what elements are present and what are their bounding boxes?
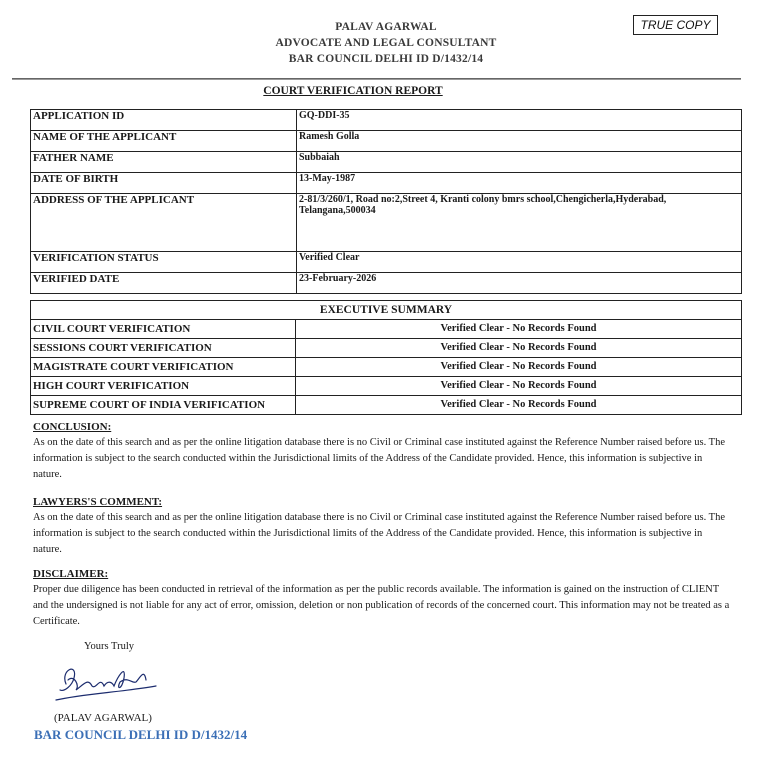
- applicant-details-table: [30, 109, 742, 294]
- detail-value: GQ-DDI-35: [297, 110, 742, 131]
- header-divider: [12, 78, 741, 80]
- table-row: [31, 173, 742, 194]
- detail-label: APPLICATION ID: [31, 110, 297, 131]
- table-row: [31, 152, 742, 173]
- letterhead: [0, 19, 772, 67]
- conclusion-text: As on the date of this search and as per the online litigation database there is no Civil or Criminal case instituted against the Reference Number raised before us. The information is subject to the search conducted within the Jurisdictional limits of the Address of the Candidate provided. Hence, this information is subjective in nature.: [33, 437, 726, 480]
- detail-value: 23-February-2026: [297, 273, 742, 294]
- signature-image: [52, 656, 162, 708]
- signatory-name: (PALAV AGARWAL): [54, 712, 152, 724]
- disclaimer-section: [33, 566, 733, 630]
- detail-label: DATE OF BIRTH: [31, 173, 297, 194]
- table-row: [31, 273, 742, 294]
- lawyers-comment-section: [33, 494, 733, 558]
- table-row: [31, 194, 742, 252]
- summary-label: SESSIONS COURT VERIFICATION: [31, 339, 296, 358]
- detail-label: ADDRESS OF THE APPLICANT: [31, 194, 297, 252]
- summary-label: MAGISTRATE COURT VERIFICATION: [31, 358, 296, 377]
- advocate-name: PALAV AGARWAL: [335, 21, 437, 33]
- closing-text: Yours Truly: [84, 641, 135, 652]
- advocate-role: ADVOCATE AND LEGAL CONSULTANT: [275, 37, 497, 49]
- table-row: [31, 131, 742, 152]
- detail-value: Subbaiah: [297, 152, 742, 173]
- detail-value: Ramesh Golla: [297, 131, 742, 152]
- summary-label: SUPREME COURT OF INDIA VERIFICATION: [31, 396, 296, 415]
- detail-label: VERIFICATION STATUS: [31, 252, 297, 273]
- footer-bar-council-id: BAR COUNCIL DELHI ID D/1432/14: [34, 727, 248, 742]
- table-row: [31, 358, 742, 377]
- summary-label: CIVIL COURT VERIFICATION: [31, 320, 296, 339]
- bar-council-id: BAR COUNCIL DELHI ID D/1432/14: [288, 53, 484, 65]
- table-row: [31, 320, 742, 339]
- table-row: [31, 252, 742, 273]
- detail-label: NAME OF THE APPLICANT: [31, 131, 297, 152]
- table-row: [31, 110, 742, 131]
- true-copy-stamp: TRUE COPY: [633, 15, 718, 35]
- report-title: COURT VERIFICATION REPORT: [263, 85, 443, 97]
- table-row: [31, 377, 742, 396]
- comment-text: As on the date of this search and as per the online litigation database there is no Civil or Criminal case instituted against the Reference Number raised before us. The information is subject to the search conducted within the Jurisdictional limits of the Address of the Candidate provided. Hence, this information is subjective in nature.: [33, 512, 726, 555]
- disclaimer-heading: DISCLAIMER:: [33, 568, 109, 580]
- summary-title: EXECUTIVE SUMMARY: [31, 301, 742, 320]
- executive-summary-table: [30, 300, 742, 415]
- detail-value: Verified Clear: [297, 252, 742, 273]
- table-row: [31, 396, 742, 415]
- summary-value: Verified Clear - No Records Found: [296, 377, 742, 396]
- conclusion-section: [33, 419, 733, 483]
- summary-label: HIGH COURT VERIFICATION: [31, 377, 296, 396]
- comment-heading: LAWYERS'S COMMENT:: [33, 496, 163, 508]
- detail-label: FATHER NAME: [31, 152, 297, 173]
- detail-value: 13-May-1987: [297, 173, 742, 194]
- table-row: [31, 301, 742, 320]
- table-row: [31, 339, 742, 358]
- conclusion-heading: CONCLUSION:: [33, 421, 112, 433]
- summary-value: Verified Clear - No Records Found: [296, 358, 742, 377]
- detail-value: 2-81/3/260/1, Road no:2,Street 4, Kranti colony bmrs school,Chengicherla,Hyderabad, Telangana,500034: [297, 194, 742, 252]
- summary-value: Verified Clear - No Records Found: [296, 320, 742, 339]
- summary-value: Verified Clear - No Records Found: [296, 339, 742, 358]
- disclaimer-text: Proper due diligence has been conducted in retrieval of the information as per the public records available. The information is gained on the instruction of CLIENT and the undersigned is not liable for any act of error, omission, deletion or non publication of records of the concerned court. This information may not be treated as a Certificate.: [33, 584, 730, 627]
- summary-value: Verified Clear - No Records Found: [296, 396, 742, 415]
- detail-label: VERIFIED DATE: [31, 273, 297, 294]
